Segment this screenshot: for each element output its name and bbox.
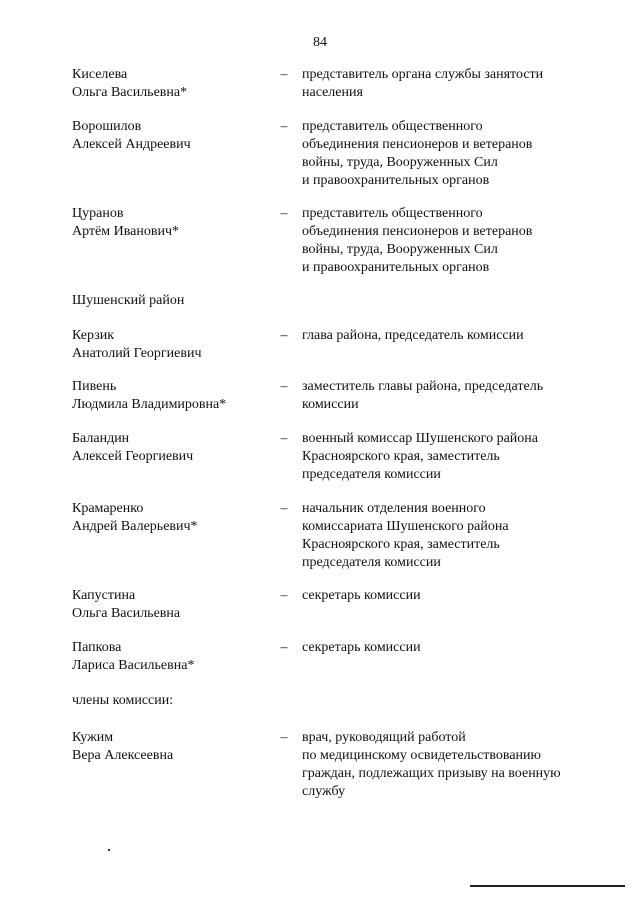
role-line: председателя комиссии [302,467,441,482]
dash: – [280,501,288,516]
dash: – [280,640,288,655]
surname: Капустина [72,588,136,603]
role-line: населения [302,85,363,100]
surname: Пивень [72,379,117,394]
given-names: Алексей Георгиевич [72,449,194,464]
member-role [302,587,602,605]
member-role [302,327,602,345]
role-line: военный комиссар Шушенского района [302,431,538,446]
surname: Керзик [72,328,115,343]
member-name [72,205,272,241]
role-line: заместитель главы района, председатель [302,379,544,394]
member-name [72,327,272,363]
role-line: Красноярского края, заместитель [302,537,500,552]
role-line: войны, труда, Вооруженных Сил [302,242,498,257]
dash: – [280,119,288,134]
surname: Папкова [72,640,122,655]
dash: – [280,206,288,221]
role-line: службу [302,784,346,799]
member-name [72,500,272,536]
role-line: представитель общественного [302,206,483,221]
member-role [302,378,602,414]
given-names: Лариса Васильевна* [72,658,195,673]
member-name [72,430,272,466]
member-name [72,639,272,675]
given-names: Андрей Валерьевич* [72,519,198,534]
role-line: по медицинскому освидетельствованию [302,748,542,763]
role-line: секретарь комиссии [302,640,421,655]
surname: Баландин [72,431,130,446]
page-number: 84 [313,35,327,50]
member-role [302,205,602,277]
role-line: глава района, председатель комиссии [302,328,524,343]
member-name [72,378,272,414]
member-role [302,500,602,572]
role-line: представитель органа службы занятости [302,67,544,82]
scan-dot [108,849,110,851]
dash: – [280,67,288,82]
role-line: врач, руководящий работой [302,730,466,745]
role-line: объединения пенсионеров и ветеранов [302,137,533,152]
member-name [72,66,272,102]
role-line: комиссариата Шушенского района [302,519,509,534]
role-line: граждан, подлежащих призыву на военную [302,766,561,781]
given-names: Ольга Васильевна [72,606,181,621]
given-names: Ольга Васильевна* [72,85,188,100]
bottom-rule [470,885,625,887]
role-line: начальник отделения военного [302,501,486,516]
role-line: комиссии [302,397,359,412]
role-line: объединения пенсионеров и ветеранов [302,224,533,239]
given-names: Анатолий Георгиевич [72,346,202,361]
member-role [302,729,602,801]
role-line: председателя комиссии [302,555,441,570]
surname: Кужим [72,730,114,745]
given-names: Людмила Владимировна* [72,397,227,412]
dash: – [280,588,288,603]
role-line: представитель общественного [302,119,483,134]
member-role [302,118,602,190]
given-names: Артём Иванович* [72,224,180,239]
member-name [72,729,272,765]
role-line: и правоохранительных органов [302,260,490,275]
surname: Киселева [72,67,128,82]
role-line: Красноярского края, заместитель [302,449,500,464]
role-line: секретарь комиссии [302,588,421,603]
member-name [72,118,272,154]
role-line: и правоохранительных органов [302,173,490,188]
member-role [302,430,602,484]
role-line: войны, труда, Вооруженных Сил [302,155,498,170]
surname: Ворошилов [72,119,142,134]
dash: – [280,379,288,394]
dash: – [280,328,288,343]
member-name [72,587,272,623]
dash: – [280,431,288,446]
section-heading-district: Шушенский район [72,293,185,308]
given-names: Алексей Андреевич [72,137,191,152]
member-role [302,66,602,102]
surname: Крамаренко [72,501,144,516]
given-names: Вера Алексеевна [72,748,174,763]
dash: – [280,730,288,745]
member-role [302,639,602,657]
section-heading-members: члены комиссии: [72,693,174,708]
surname: Цуранов [72,206,124,221]
